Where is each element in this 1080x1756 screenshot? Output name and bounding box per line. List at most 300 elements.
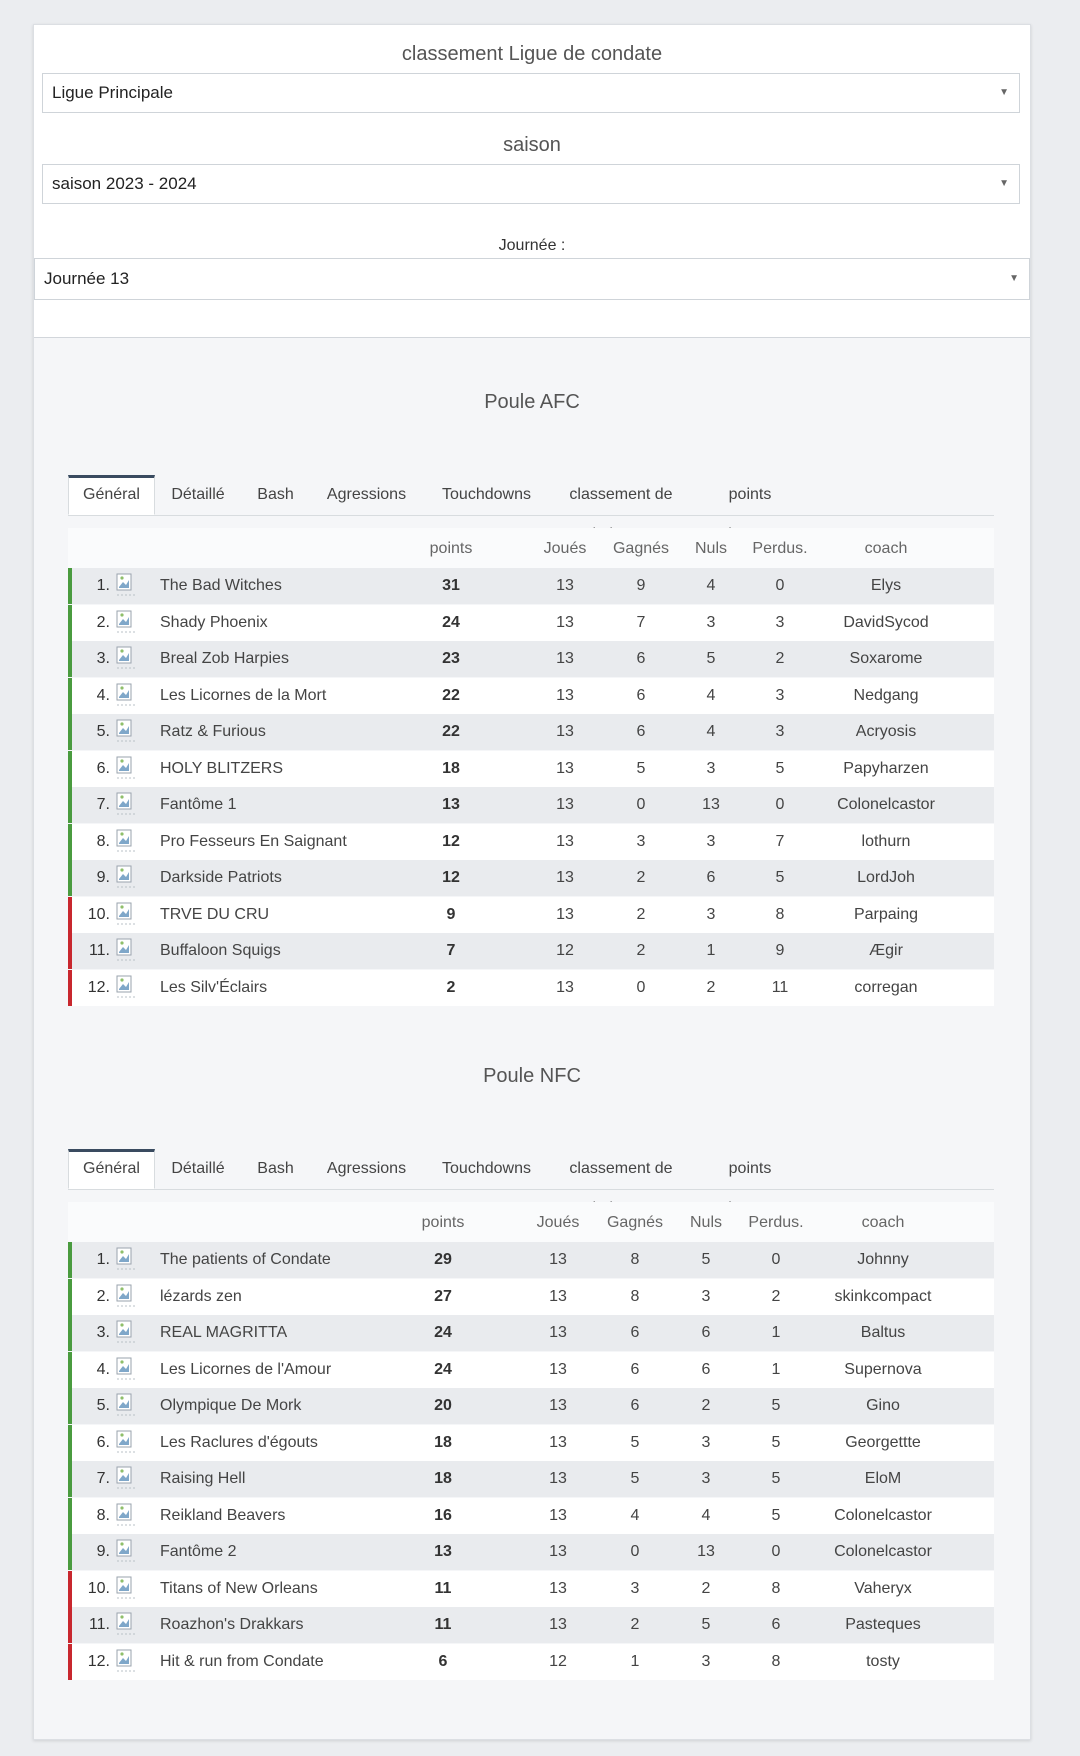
nfc-tab-general[interactable]: Général — [68, 1149, 155, 1189]
relegation-marker — [68, 970, 72, 1006]
coach-name: Baltus — [860, 1324, 906, 1341]
played-value: 13 — [549, 1287, 567, 1305]
table-row[interactable] — [68, 860, 994, 896]
drawn-value: 5 — [701, 1616, 711, 1633]
round-select-value: Journée 13 — [44, 269, 130, 288]
rank: 12. — [87, 978, 110, 996]
points-value: 24 — [434, 1324, 452, 1341]
won-value: 8 — [630, 1251, 640, 1268]
drawn-value: 2 — [706, 978, 716, 996]
drawn-value: 6 — [706, 869, 716, 886]
qualification-marker — [68, 751, 72, 787]
rank: 11. — [88, 942, 110, 959]
table-row[interactable] — [68, 568, 994, 604]
team-name-link[interactable]: Hit & run from Condate — [160, 1652, 324, 1670]
team-logo-icon — [116, 683, 136, 707]
played-value: 13 — [549, 1470, 567, 1487]
won-value: 1 — [630, 1652, 640, 1670]
season-label: saison — [503, 134, 561, 156]
coach-name: tosty — [866, 1652, 900, 1670]
points-value: 31 — [442, 577, 460, 594]
coach-name: Colonelcastor — [837, 796, 935, 813]
team-logo-icon — [116, 1393, 136, 1417]
won-value: 9 — [636, 577, 646, 594]
rank: 10. — [87, 1579, 110, 1597]
table-row[interactable] — [68, 933, 994, 969]
rank: 11. — [88, 1616, 110, 1633]
won-value: 2 — [636, 869, 646, 886]
rank: 4. — [96, 686, 110, 704]
team-name-link[interactable]: REAL MAGRITTA — [160, 1324, 288, 1341]
qualification-marker — [68, 860, 72, 896]
rank: 8. — [96, 832, 110, 850]
rank: 2. — [96, 1287, 110, 1305]
team-logo-icon — [116, 1576, 136, 1600]
rank: 5. — [96, 723, 110, 740]
points-value: 13 — [434, 1543, 452, 1560]
lost-value: 5 — [771, 1397, 781, 1414]
team-name-link[interactable]: HOLY BLITZERS — [160, 759, 283, 777]
lost-value: 0 — [775, 577, 785, 594]
team-name-link[interactable]: lézards zen — [160, 1287, 242, 1305]
lost-value: 1 — [771, 1324, 781, 1341]
played-value: 13 — [549, 1324, 567, 1341]
nfc-tab-classement-honte[interactable]: classement de — [569, 1160, 673, 1177]
table-row[interactable] — [68, 1644, 994, 1680]
points-value: 22 — [442, 686, 460, 704]
played-value: 13 — [549, 1616, 567, 1633]
coach-name: Georgettte — [845, 1433, 921, 1451]
drawn-value: 3 — [701, 1470, 711, 1487]
drawn-value: 4 — [706, 686, 716, 704]
relegation-marker — [68, 1644, 72, 1680]
lost-value: 1 — [771, 1360, 781, 1378]
rank: 6. — [96, 759, 110, 777]
won-value: 6 — [636, 723, 646, 740]
afc-tab-general[interactable]: Général — [68, 475, 155, 515]
coach-name: EloM — [864, 1470, 902, 1487]
team-name-link[interactable]: Les Licornes de l'Amour — [160, 1360, 332, 1378]
rank: 6. — [96, 1433, 110, 1451]
played-value: 13 — [556, 577, 574, 594]
played-value: 13 — [549, 1360, 567, 1378]
nfc-tab-bash[interactable]: Bash — [257, 1160, 294, 1177]
team-name-link[interactable]: Les Licornes de la Mort — [160, 686, 327, 704]
column-header-points[interactable]: points — [429, 540, 473, 557]
rank: 9. — [96, 869, 110, 886]
points-value: 16 — [434, 1506, 452, 1524]
qualification-marker — [68, 605, 72, 641]
team-logo-icon — [116, 1430, 136, 1454]
nfc-tab-agressions[interactable]: Agressions — [326, 1160, 407, 1177]
won-value: 6 — [636, 686, 646, 704]
played-value: 12 — [549, 1652, 567, 1670]
played-value: 13 — [549, 1579, 567, 1597]
won-value: 2 — [636, 905, 646, 923]
table-row[interactable] — [68, 1607, 994, 1643]
table-row[interactable] — [68, 897, 994, 933]
afc-table-header — [68, 528, 994, 568]
team-logo-icon — [116, 1649, 136, 1673]
won-value: 6 — [630, 1397, 640, 1414]
coach-name: Supernova — [844, 1360, 922, 1378]
lost-value: 5 — [775, 759, 785, 777]
team-logo-icon — [116, 902, 136, 926]
qualification-marker — [68, 1534, 72, 1570]
lost-value: 8 — [775, 905, 785, 923]
team-name-link[interactable]: Shady Phoenix — [160, 613, 268, 631]
coach-name: Pasteques — [845, 1616, 921, 1633]
won-value: 5 — [636, 759, 646, 777]
drawn-value: 3 — [706, 759, 716, 777]
afc-tab-classement-honte[interactable]: classement de — [569, 486, 673, 503]
points-value: 9 — [446, 905, 456, 923]
coach-name: Soxarome — [849, 650, 923, 667]
team-logo-icon — [116, 1284, 136, 1308]
nfc-table-header — [68, 1202, 994, 1242]
team-logo-icon — [116, 1466, 136, 1490]
rank: 9. — [96, 1543, 110, 1560]
table-row[interactable] — [68, 1388, 994, 1424]
won-value: 0 — [636, 796, 646, 813]
table-row[interactable] — [68, 1498, 994, 1534]
qualification-marker — [68, 1279, 72, 1315]
table-row[interactable] — [68, 1279, 994, 1315]
table-row[interactable] — [68, 824, 994, 860]
rank: 7. — [96, 796, 110, 813]
played-value: 13 — [549, 1506, 567, 1524]
played-value: 13 — [556, 650, 574, 667]
afc-table — [68, 528, 994, 1008]
team-name-link[interactable]: Ratz & Furious — [160, 723, 266, 740]
played-value: 13 — [549, 1397, 567, 1414]
afc-tab-bash[interactable]: Bash — [257, 486, 294, 503]
points-value: 12 — [442, 832, 460, 850]
table-row[interactable] — [68, 1315, 994, 1351]
qualification-marker — [68, 1388, 72, 1424]
drawn-value: 6 — [701, 1360, 711, 1378]
qualification-marker — [68, 1498, 72, 1534]
rank: 1. — [96, 1251, 110, 1268]
team-name-link[interactable]: The Bad Witches — [160, 577, 282, 594]
team-name-link[interactable]: Les Silv'Éclairs — [160, 978, 268, 996]
played-value: 13 — [556, 686, 574, 704]
won-value: 6 — [630, 1324, 640, 1341]
column-header-played[interactable]: Joués — [536, 1214, 580, 1231]
lost-value: 3 — [775, 613, 785, 631]
qualification-marker — [68, 1425, 72, 1461]
team-logo-icon — [116, 646, 136, 670]
team-name-link[interactable]: Les Raclures d'égouts — [160, 1433, 318, 1451]
points-value: 24 — [442, 613, 460, 631]
table-row[interactable] — [68, 1571, 994, 1607]
team-logo-icon — [116, 610, 136, 634]
played-value: 13 — [556, 869, 574, 886]
played-value: 13 — [556, 759, 574, 777]
drawn-value: 3 — [706, 905, 716, 923]
relegation-marker — [68, 897, 72, 933]
won-value: 5 — [630, 1433, 640, 1451]
points-value: 23 — [442, 650, 460, 667]
lost-value: 5 — [775, 869, 785, 886]
table-row[interactable] — [68, 678, 994, 714]
qualification-marker — [68, 678, 72, 714]
won-value: 6 — [630, 1360, 640, 1378]
lost-value: 7 — [775, 832, 785, 850]
team-logo-icon — [116, 1357, 136, 1381]
lost-value: 2 — [771, 1287, 781, 1305]
drawn-value: 4 — [701, 1506, 711, 1524]
table-row[interactable] — [68, 970, 994, 1006]
rank: 5. — [96, 1397, 110, 1414]
column-header-played[interactable]: Joués — [543, 540, 587, 557]
played-value: 13 — [556, 723, 574, 740]
lost-value: 11 — [771, 978, 789, 996]
afc-tab-detaille[interactable]: Détaillé — [171, 486, 225, 503]
points-value: 29 — [434, 1251, 452, 1268]
points-value: 11 — [434, 1579, 452, 1597]
team-name-link[interactable]: Roazhon's Drakkars — [160, 1616, 304, 1633]
drawn-value: 3 — [701, 1433, 711, 1451]
column-header-drawn[interactable]: Nuls — [689, 1214, 722, 1231]
team-name-link[interactable]: TRVE DU CRU — [160, 905, 270, 923]
drawn-value: 2 — [701, 1579, 711, 1597]
afc-tabs — [68, 463, 994, 516]
points-value: 11 — [434, 1616, 452, 1633]
coach-name: Papyharzen — [843, 759, 929, 777]
points-value: 20 — [434, 1397, 452, 1414]
team-logo-icon — [116, 1612, 136, 1636]
lost-value: 9 — [775, 942, 785, 959]
lost-value: 0 — [771, 1251, 781, 1268]
team-logo-icon — [116, 1247, 136, 1271]
played-value: 13 — [556, 905, 574, 923]
played-value: 13 — [556, 796, 574, 813]
points-value: 18 — [442, 759, 460, 777]
table-row[interactable] — [68, 1352, 994, 1388]
round-select[interactable] — [34, 258, 1030, 300]
lost-value: 2 — [775, 650, 785, 667]
filter-panel — [34, 25, 1030, 338]
team-name-link[interactable]: Darkside Patriots — [160, 869, 282, 886]
drawn-value: 5 — [706, 650, 716, 667]
chevron-down-icon: ▼ — [999, 87, 1009, 98]
points-value: 6 — [438, 1652, 448, 1670]
points-value: 7 — [446, 942, 456, 959]
played-value: 13 — [549, 1543, 567, 1560]
won-value: 2 — [630, 1616, 640, 1633]
team-logo-icon — [116, 573, 136, 597]
team-name-link[interactable]: Fantôme 2 — [160, 1543, 237, 1560]
qualification-marker — [68, 714, 72, 750]
team-logo-icon — [116, 829, 136, 853]
table-row[interactable] — [68, 605, 994, 641]
column-header-won[interactable]: Gagnés — [606, 1214, 664, 1231]
played-value: 13 — [549, 1433, 567, 1451]
coach-name: Johnny — [857, 1251, 909, 1268]
won-value: 5 — [630, 1470, 640, 1487]
played-value: 12 — [556, 942, 574, 959]
lost-value: 3 — [775, 686, 785, 704]
drawn-value: 3 — [706, 832, 716, 850]
table-row[interactable] — [68, 1242, 994, 1278]
lost-value: 5 — [771, 1506, 781, 1524]
rank: 7. — [96, 1470, 110, 1487]
points-value: 2 — [446, 978, 456, 996]
nfc-tabs — [68, 1137, 994, 1190]
league-select[interactable] — [42, 73, 1020, 113]
qualification-marker — [68, 1461, 72, 1497]
drawn-value: 4 — [706, 577, 716, 594]
table-row[interactable] — [68, 1425, 994, 1461]
lost-value: 5 — [771, 1470, 781, 1487]
won-value: 3 — [630, 1579, 640, 1597]
column-header-points[interactable]: points — [421, 1214, 465, 1231]
lost-value: 8 — [771, 1652, 781, 1670]
won-value: 3 — [636, 832, 646, 850]
team-logo-icon — [116, 719, 136, 743]
league-select-value: Ligue Principale — [52, 83, 173, 102]
coach-name: Acryosis — [855, 723, 917, 740]
won-value: 0 — [636, 978, 646, 996]
nfc-tab-points-bonus[interactable]: points — [728, 1160, 772, 1177]
afc-title: Poule AFC — [484, 391, 580, 413]
column-header-won[interactable]: Gagnés — [612, 540, 670, 557]
rank: 3. — [96, 1324, 110, 1341]
nfc-tab-detaille[interactable]: Détaillé — [171, 1160, 225, 1177]
chevron-down-icon: ▼ — [1009, 273, 1019, 284]
afc-tab-agressions[interactable]: Agressions — [326, 486, 407, 503]
drawn-value: 13 — [697, 1543, 715, 1560]
table-row[interactable] — [68, 1461, 994, 1497]
team-name-link[interactable]: Titans of New Orleans — [160, 1579, 318, 1597]
won-value: 7 — [636, 613, 646, 631]
qualification-marker — [68, 568, 72, 604]
relegation-marker — [68, 1607, 72, 1643]
table-row[interactable] — [68, 787, 994, 823]
team-logo-icon — [116, 1503, 136, 1527]
season-select-value: saison 2023 - 2024 — [52, 174, 197, 193]
drawn-value: 3 — [706, 613, 716, 631]
points-value: 24 — [434, 1360, 452, 1378]
nfc-tab-touchdowns[interactable]: Touchdowns — [442, 1160, 531, 1177]
points-value: 12 — [442, 869, 460, 886]
team-logo-icon — [116, 865, 136, 889]
team-name-link[interactable]: The patients of Condate — [160, 1251, 331, 1268]
team-name-link[interactable]: Buffaloon Squigs — [160, 942, 281, 959]
relegation-marker — [68, 933, 72, 969]
table-row[interactable] — [68, 714, 994, 750]
drawn-value: 3 — [701, 1652, 711, 1670]
rank: 12. — [87, 1652, 110, 1670]
drawn-value: 4 — [706, 723, 716, 740]
qualification-marker — [68, 824, 72, 860]
qualification-marker — [68, 787, 72, 823]
relegation-marker — [68, 1571, 72, 1607]
coach-name: skinkcompact — [834, 1287, 932, 1305]
table-row[interactable] — [68, 751, 994, 787]
drawn-value: 2 — [701, 1397, 711, 1414]
table-row[interactable] — [68, 1534, 994, 1570]
table-row[interactable] — [68, 641, 994, 677]
team-logo-icon — [116, 756, 136, 780]
season-select[interactable] — [42, 164, 1020, 204]
round-label: Journée : — [498, 237, 566, 254]
team-name-link[interactable]: Pro Fesseurs En Saignant — [160, 832, 347, 850]
column-header-coach[interactable]: coach — [864, 540, 908, 557]
rank: 4. — [96, 1360, 110, 1378]
page-title: classement Ligue de condate — [401, 43, 663, 65]
coach-name: Elys — [870, 577, 902, 594]
rank: 1. — [96, 577, 110, 594]
team-name-link[interactable]: Fantôme 1 — [160, 796, 237, 813]
points-value: 18 — [434, 1470, 452, 1487]
coach-name: Colonelcastor — [834, 1543, 932, 1560]
afc-tab-points-bonus[interactable]: points — [728, 486, 772, 503]
qualification-marker — [68, 641, 72, 677]
team-name-link[interactable]: Raising Hell — [160, 1470, 246, 1487]
coach-name: Ægir — [869, 942, 903, 959]
coach-name: LordJoh — [857, 869, 915, 886]
rank: 10. — [87, 905, 110, 923]
qualification-marker — [68, 1315, 72, 1351]
coach-name: Gino — [866, 1397, 900, 1414]
lost-value: 6 — [771, 1616, 781, 1633]
drawn-value: 1 — [706, 942, 716, 959]
column-header-drawn[interactable]: Nuls — [694, 540, 727, 557]
team-logo-icon — [116, 938, 136, 962]
lost-value: 0 — [775, 796, 785, 813]
lost-value: 0 — [771, 1543, 781, 1560]
played-value: 13 — [556, 832, 574, 850]
qualification-marker — [68, 1352, 72, 1388]
rank: 8. — [96, 1506, 110, 1524]
lost-value: 5 — [771, 1433, 781, 1451]
team-name-link[interactable]: Breal Zob Harpies — [160, 650, 289, 667]
won-value: 4 — [630, 1506, 640, 1524]
afc-tab-touchdowns[interactable]: Touchdowns — [442, 486, 531, 503]
coach-name: Nedgang — [853, 686, 919, 704]
won-value: 6 — [636, 650, 646, 667]
coach-name: Parpaing — [853, 905, 919, 923]
coach-name: Vaheryx — [854, 1579, 912, 1597]
qualification-marker — [68, 1242, 72, 1278]
points-value: 22 — [442, 723, 460, 740]
drawn-value: 6 — [701, 1324, 711, 1341]
column-header-coach[interactable]: coach — [861, 1214, 905, 1231]
coach-name: corregan — [854, 978, 918, 996]
column-header-lost[interactable]: Perdus. — [752, 540, 808, 557]
chevron-down-icon: ▼ — [999, 178, 1009, 189]
column-header-lost[interactable]: Perdus. — [748, 1214, 804, 1231]
nfc-title: Poule NFC — [483, 1065, 581, 1087]
won-value: 2 — [636, 942, 646, 959]
points-value: 18 — [434, 1433, 452, 1451]
coach-name: Colonelcastor — [834, 1506, 932, 1524]
played-value: 13 — [556, 978, 574, 996]
team-name-link[interactable]: Olympique De Mork — [160, 1397, 302, 1414]
rank: 3. — [96, 650, 110, 667]
played-value: 13 — [549, 1251, 567, 1268]
team-name-link[interactable]: Reikland Beavers — [160, 1506, 286, 1524]
team-logo-icon — [116, 1320, 136, 1344]
coach-name: lothurn — [861, 832, 911, 850]
drawn-value: 3 — [701, 1287, 711, 1305]
team-logo-icon — [116, 1539, 136, 1563]
lost-value: 3 — [775, 723, 785, 740]
nfc-table — [68, 1202, 994, 1682]
coach-name: DavidSycod — [843, 613, 929, 631]
